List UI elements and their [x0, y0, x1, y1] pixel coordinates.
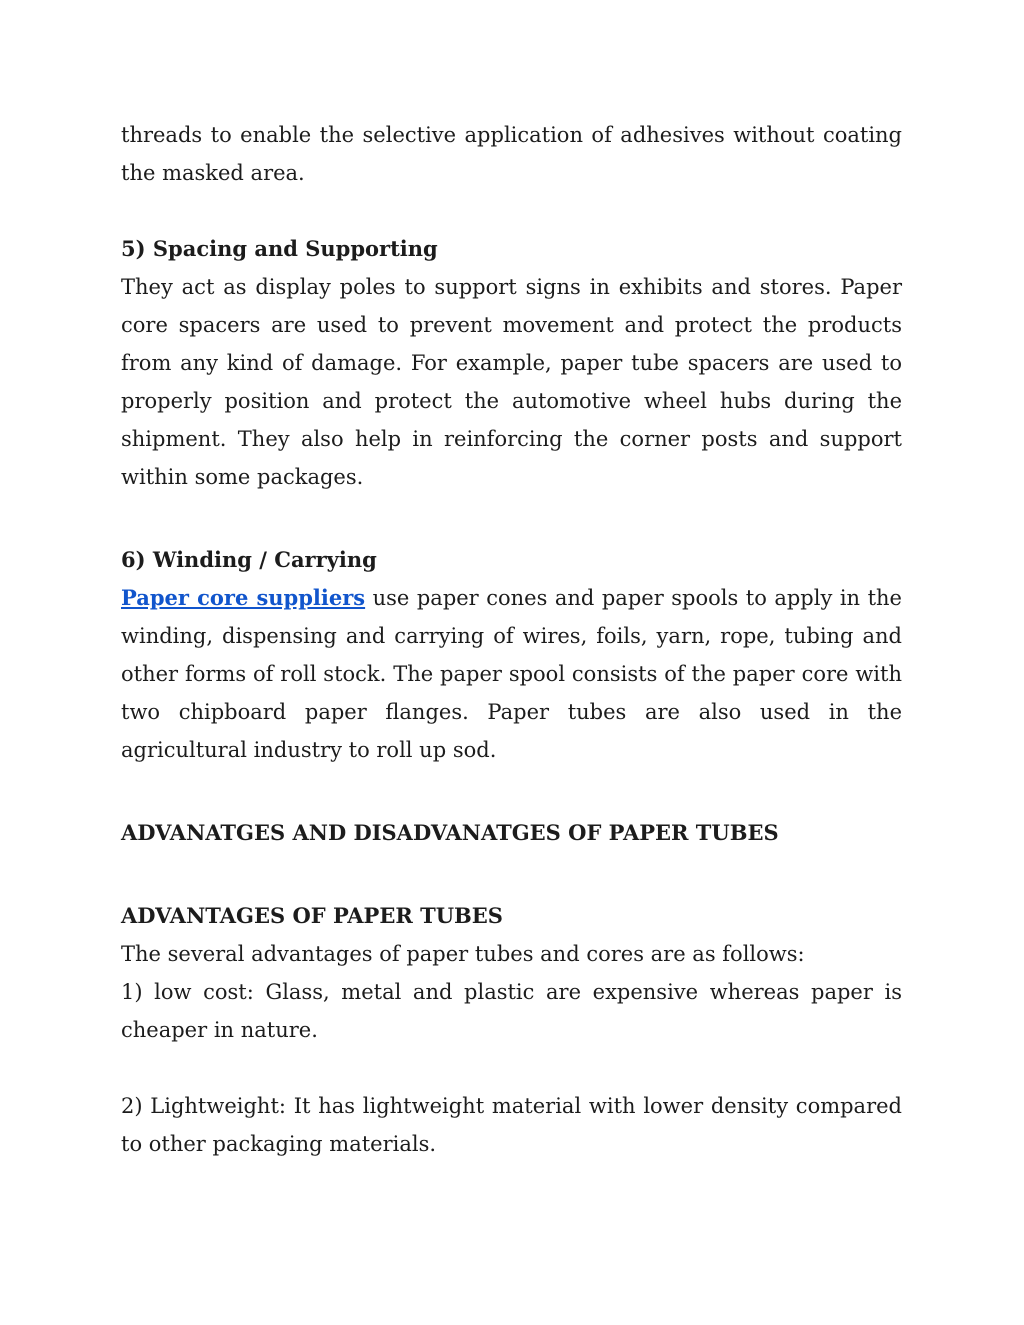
advantages-intro: The several advantages of paper tubes and cores are as follows: [121, 942, 805, 966]
section-6-body-text: use paper cones and paper spools to apply in the winding, dispensing and carrying of wires, foils, yarn, rope, tubing and other forms of roll stock. The paper spool consists of the paper core with two chipboard paper flanges. Paper tubes are also used in the agricultural industry to roll up sod. [121, 586, 902, 762]
spacer [121, 1049, 902, 1087]
spacer [121, 192, 902, 230]
main-heading: ADVANATGES AND DISADVANATGES OF PAPER TUBES [121, 820, 779, 845]
advantages-heading: ADVANTAGES OF PAPER TUBES [121, 903, 503, 928]
advantage-item-2: 2) Lightweight: It has lightweight material with lower density compared to other packaging materials. [121, 1094, 902, 1156]
spacer [121, 769, 902, 814]
spacer [121, 852, 902, 897]
section-5-heading: 5) Spacing and Supporting [121, 236, 438, 261]
paper-core-suppliers-link[interactable]: Paper core suppliers [121, 585, 366, 610]
section-5-body: They act as display poles to support signs in exhibits and stores. Paper core spacers are used to prevent movement and protect the products from any kind of damage. For example, paper tube spacers are used to properly position and protect the automotive wheel hubs during the shipment. They also help in reinforcing the corner posts and support within some packages. [121, 275, 902, 489]
intro-paragraph: threads to enable the selective application of adhesives without coating the masked area. [121, 123, 902, 185]
spacer [121, 496, 902, 541]
section-6-body [121, 579, 902, 769]
section-6-heading: 6) Winding / Carrying [121, 547, 377, 572]
document-page [121, 116, 902, 1163]
advantage-item-1: 1) low cost: Glass, metal and plastic are expensive whereas paper is cheaper in nature. [121, 980, 902, 1042]
